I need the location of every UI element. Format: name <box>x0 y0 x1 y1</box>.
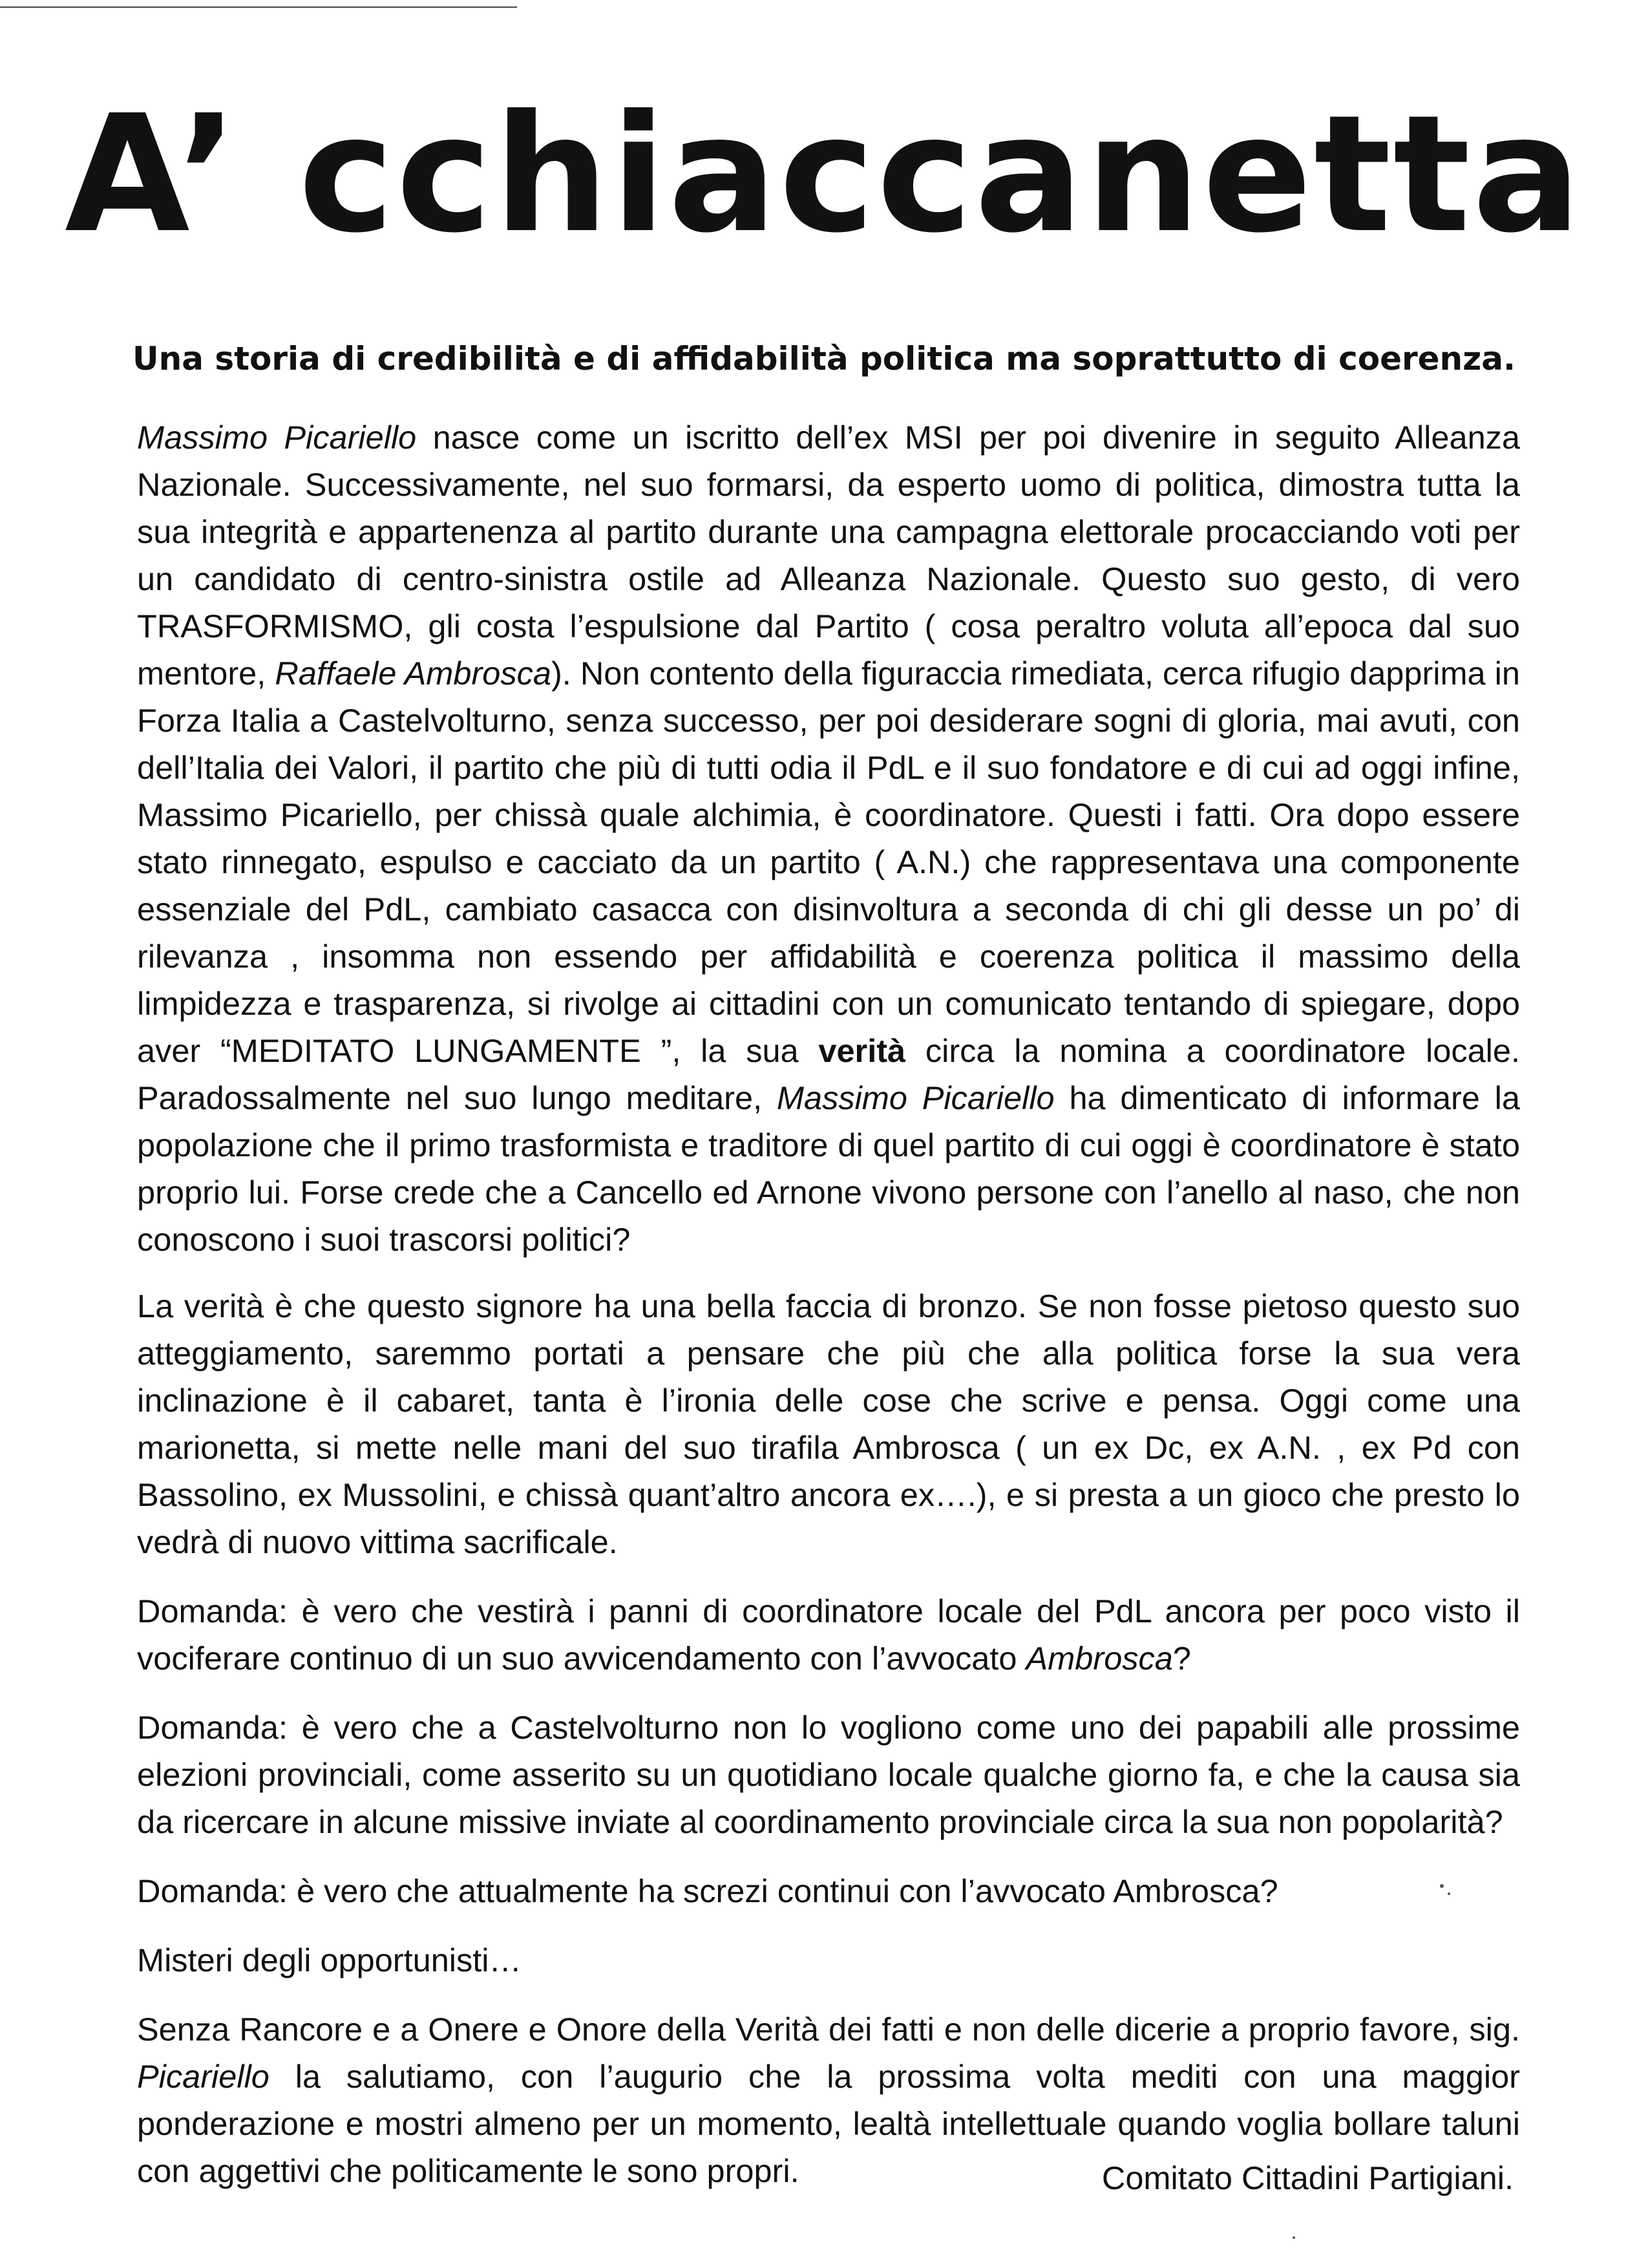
text-run: la salutiamo, con l’augurio che la prossima volta mediti con una maggior ponderazione e mostri almeno per un momento, lealtà intellettuale quando voglia bollare taluni con aggettivi che politicamente le sono propri. <box>137 2058 1520 2189</box>
paragraph-5: Domanda: è vero che attualmente ha screzi continui con l’avvocato Ambrosca? <box>137 1872 1278 1909</box>
paragraph-3 <box>137 1587 1520 1682</box>
paragraph-4: Domanda: è vero che a Castelvolturno non lo vogliono come uno dei papabili alle prossime elezioni provinciali, come asserito su un quotidiano locale qualche giorno fa, e che la causa sia da ricercare in alcune missive inviate al coordinamento provinciale circa la sua non popolarità? <box>137 1709 1520 1840</box>
text-run: Domanda: è vero che vestirà i panni di coordinatore locale del PdL ancora per poco visto il vociferare continuo di un suo avvicendamento con l’avvocato <box>137 1593 1520 1677</box>
scan-speck <box>1440 1884 1444 1888</box>
text-run: circa la nomina a coordinatore locale. Paradossalmente nel suo lungo meditare, <box>137 1032 1520 1116</box>
person-name: Massimo Picariello <box>776 1079 1055 1116</box>
text-run: nasce come un iscritto dell’ex MSI per poi divenire in seguito Alleanza Nazionale. Successivamente, nel suo formarsi, da esperto uomo di politica, dimostra tutta la sua integrità e appartenenza al partito durante una campagna elettorale procacciando voti per un candidato di centro-sinistra ostile ad Alleanza Nazionale. Questo suo gesto, di vero TRASFORMISMO, gli costa l’espulsione dal Partito ( cosa peraltro voluta all’epoca dal suo mentore, <box>137 419 1520 692</box>
scan-speck <box>1293 2236 1295 2239</box>
document-subtitle: Una storia di credibilità e di affidabilità politica ma soprattutto di coerenza. <box>132 340 1516 377</box>
emphasis-word: verità <box>818 1032 906 1069</box>
document-body <box>137 414 1520 2216</box>
person-name: Picariello <box>137 2058 269 2095</box>
paragraph-2: La verità è che questo signore ha una bella faccia di bronzo. Se non fosse pietoso questo suo atteggiamento, saremmo portati a pensare che più che alla politica forse la sua vera inclinazione è il cabaret, tanta è l’ironia delle cose che scrive e pensa. Oggi come una marionetta, si mette nelle mani del suo tirafila Ambrosca ( un ex Dc, ex A.N. , ex Pd con Bassolino, ex Mussolini, e chissà quant’altro ancora ex….), e si presta a un gioco che presto lo vedrà di nuovo vittima sacrificale. <box>137 1288 1520 1560</box>
person-name: Massimo Picariello <box>137 419 417 456</box>
text-run: ? <box>1172 1640 1191 1677</box>
paragraph-1 <box>137 414 1520 1263</box>
document-title: A’ cchiaccanetta <box>65 80 1583 268</box>
text-run: ha dimenticato di informare la popolazione che il primo trasformista e traditore di quel partito di cui oggi è coordinatore è stato proprio lui. Forse crede che a Cancello ed Arnone vivono persone con l’anello al naso, che non conoscono i suoi trascorsi politici? <box>137 1079 1520 1258</box>
text-run: Senza Rancore e a Onere e Onore della Verità dei fatti e non delle dicerie a proprio favore, sig. <box>137 2011 1520 2048</box>
paragraph-6: Misteri degli opportunisti… <box>137 1942 522 1978</box>
signature: Comitato Cittadini Partigiani. <box>1101 2159 1514 2196</box>
person-name: Ambrosca <box>1026 1640 1173 1677</box>
scan-speck <box>1448 1892 1450 1895</box>
top-rule <box>0 6 517 8</box>
person-name: Raffaele Ambrosca <box>275 655 551 692</box>
text-run: ). Non contento della figuraccia rimediata, cerca rifugio dapprima in Forza Italia a Castelvolturno, senza successo, per poi desiderare sogni di gloria, mai avuti, con dell’Italia dei Valori, il partito che più di tutti odia il PdL e il suo fondatore e di cui ad oggi infine, Massimo Picariello, per chissà quale alchimia, è coordinatore. Questi i fatti. Ora dopo essere stato rinnegato, espulso e cacciato da un partito ( A.N.) che rappresentava una componente essenziale del PdL, cambiato casacca con disinvoltura a seconda di chi gli desse un po’ di rilevanza , insomma non essendo per affidabilità e coerenza politica il massimo della limpidezza e trasparenza, si rivolge ai cittadini con un comunicato tentando di spiegare, dopo aver “MEDITATO LUNGAMENTE ”, la sua <box>137 655 1520 1069</box>
